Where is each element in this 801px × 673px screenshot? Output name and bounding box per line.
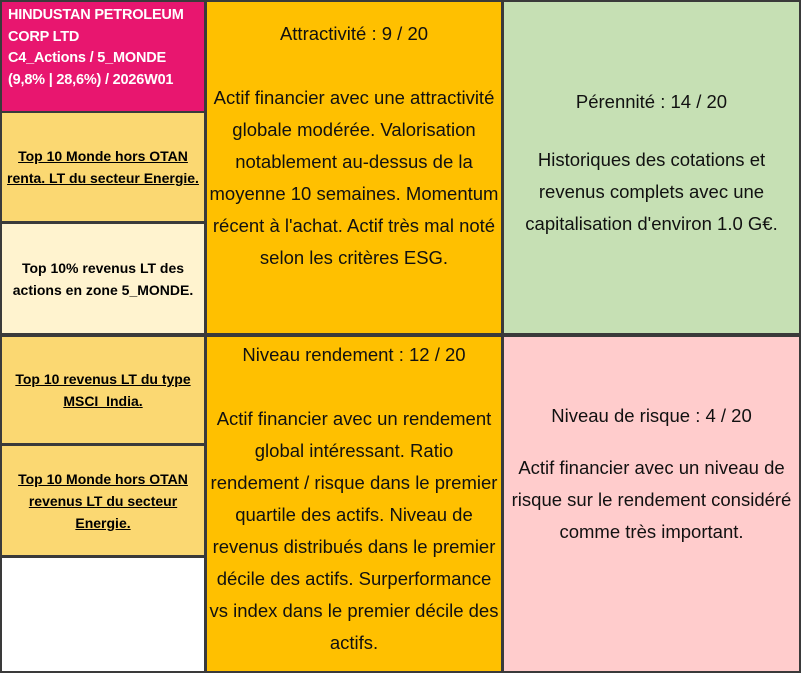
ranking-badge-text: Top 10% revenus LT des actions en zone 5_MONDE. — [12, 259, 194, 298]
ranking-badge-renta-energie[interactable] — [2, 113, 204, 221]
asset-name-line-1: HINDUSTAN PETROLEUM — [8, 7, 184, 23]
rendement-panel — [207, 337, 501, 671]
attractivite-description: Actif financier avec une attractivité globale modérée. Valorisation notablement au-dessus de la moyenne 10 semaines. Momentum récent à l'achat. Actif très mal noté selon les critères ESG. — [209, 87, 499, 268]
risque-description: Actif financier avec un niveau de risque sur le rendement considéré comme très important. — [511, 457, 792, 542]
asset-category-line: C4_Actions / 5_MONDE — [8, 50, 166, 66]
perennite-description: Historiques des cotations et revenus complets avec une capitalisation d'environ 1.0 G€. — [525, 149, 778, 234]
ranking-badge-msci-india[interactable] — [2, 337, 204, 443]
rendement-title: Niveau rendement : 12 / 20 — [242, 344, 466, 365]
asset-header — [2, 2, 204, 111]
attractivite-panel — [207, 2, 501, 333]
asset-period-line: (9,8% | 28,6%) / 2026W01 — [8, 71, 174, 88]
rendement-description: Actif financier avec un rendement global intéressant. Ratio rendement / risque dans le premier quartile des actifs. Niveau de revenus distribués dans le premier décile des actifs. Surperformance vs index dans le premier décile des actifs. — [209, 408, 499, 653]
attractivite-title: Attractivité : 9 / 20 — [279, 23, 429, 44]
asset-name-line-2: CORP LTD — [8, 28, 80, 45]
ranking-badge-text[interactable]: Top 10 Monde hors OTAN revenus LT du secteur Energie. — [18, 470, 188, 531]
ranking-badge-text[interactable]: Top 10 Monde hors OTAN renta. LT du secteur Energie. — [7, 148, 199, 186]
risque-title: Niveau de risque : 4 / 20 — [551, 405, 752, 426]
perennite-panel — [504, 2, 799, 333]
ranking-badge-revenus-zone — [2, 224, 204, 333]
perennite-title: Pérennité : 14 / 20 — [575, 91, 728, 112]
empty-cell — [2, 558, 204, 671]
ranking-badge-text[interactable]: Top 10 revenus LT du type MSCI_India. — [15, 371, 191, 409]
ranking-badge-revenus-energie[interactable] — [2, 446, 204, 555]
risque-panel — [504, 337, 799, 671]
